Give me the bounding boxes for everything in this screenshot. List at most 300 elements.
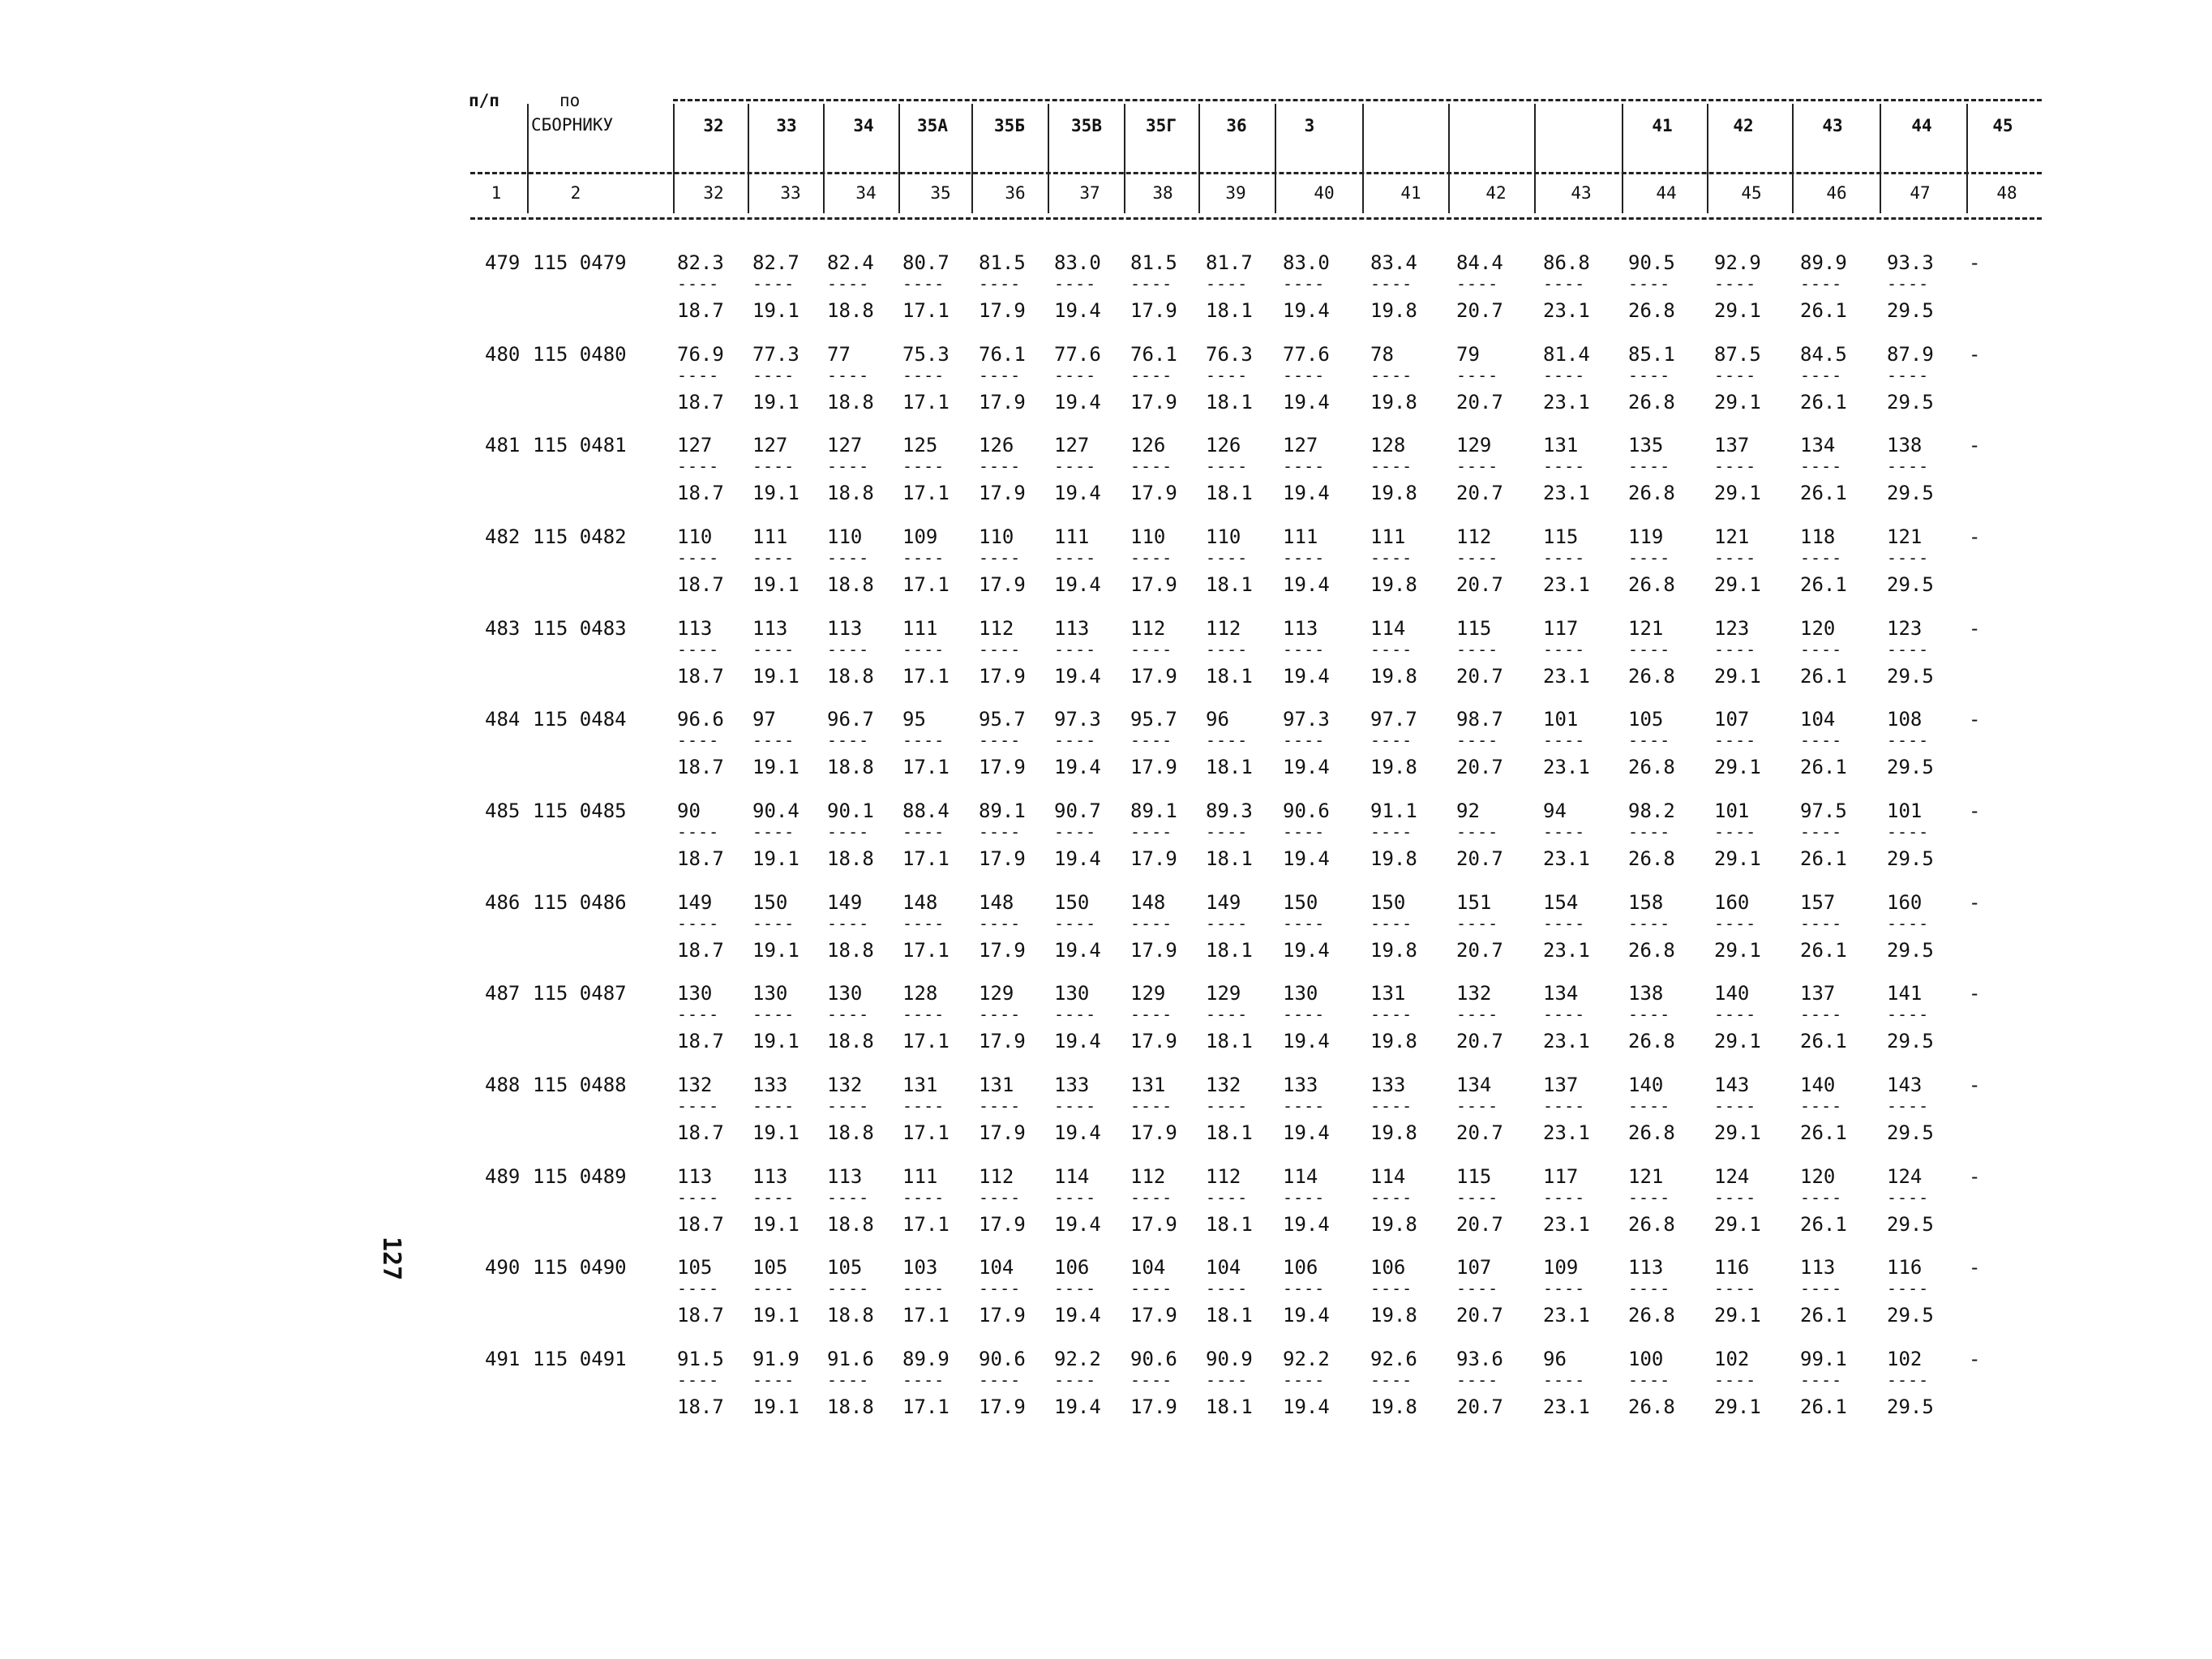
fraction-bar: ---- — [902, 1096, 945, 1116]
fraction-bar: ---- — [902, 1005, 945, 1024]
value-cell: 86.8 — [1543, 251, 1590, 274]
fraction-bar: ---- — [1887, 914, 1930, 933]
value-cell: 92.2 — [1054, 1348, 1101, 1370]
header-index-cell: 41 — [1400, 183, 1421, 203]
header-code-cell: 35А — [917, 116, 948, 135]
fraction-bar: ---- — [752, 1370, 795, 1390]
value-cell: 121 — [1628, 1165, 1664, 1188]
value-cell: 113 — [1283, 617, 1318, 640]
value-cell: 90.7 — [1054, 799, 1101, 822]
denominator-cell: 23.1 — [1543, 391, 1590, 414]
fraction-bar: ---- — [827, 822, 870, 842]
value-cell: 82.4 — [827, 251, 874, 274]
header-code-cell: 35В — [1071, 116, 1102, 135]
denominator-cell: 23.1 — [1543, 299, 1590, 322]
denominator-cell: 20.7 — [1456, 1121, 1503, 1144]
fraction-bar: ---- — [979, 822, 1022, 842]
denominator-cell: 18.7 — [677, 1213, 724, 1236]
header-column-separator — [898, 104, 900, 213]
value-cell: 97.5 — [1800, 799, 1847, 822]
fraction-bar: ---- — [827, 457, 870, 476]
value-cell: 151 — [1456, 891, 1492, 914]
fraction-bar: ---- — [1456, 731, 1499, 750]
value-cell: 91.9 — [752, 1348, 799, 1370]
header-code-cell: 35Г — [1146, 116, 1177, 135]
denominator-cell: 17.9 — [1130, 1304, 1177, 1327]
denominator-cell: 23.1 — [1543, 665, 1590, 688]
header-index-cell: 40 — [1314, 183, 1335, 203]
value-cell: 77.6 — [1283, 343, 1330, 366]
denominator-cell: 17.9 — [979, 847, 1026, 870]
denominator-cell: 29.5 — [1887, 1213, 1934, 1236]
fraction-bar: ---- — [1887, 1370, 1930, 1390]
fraction-bar: ---- — [1714, 548, 1757, 568]
end-mark: - — [1969, 891, 1981, 914]
value-cell: 131 — [979, 1074, 1014, 1096]
fraction-bar: ---- — [1130, 731, 1173, 750]
value-cell: 89.1 — [979, 799, 1026, 822]
denominator-cell: 18.8 — [827, 847, 874, 870]
denominator-cell: 18.7 — [677, 391, 724, 414]
value-cell: 133 — [1370, 1074, 1406, 1096]
fraction-bar: ---- — [1054, 914, 1097, 933]
fraction-bar: ---- — [827, 1188, 870, 1207]
value-cell: 117 — [1543, 617, 1579, 640]
header-code-cell: 35Б — [994, 116, 1025, 135]
value-cell: 132 — [827, 1074, 863, 1096]
fraction-bar: ---- — [1628, 548, 1671, 568]
fraction-bar: ---- — [1887, 1188, 1930, 1207]
fraction-bar: ---- — [1283, 1005, 1326, 1024]
denominator-cell: 26.8 — [1628, 1030, 1675, 1052]
fraction-bar: ---- — [1370, 1096, 1413, 1116]
denominator-cell: 18.1 — [1206, 573, 1253, 596]
header-mid-rule — [470, 172, 2042, 174]
value-cell: 130 — [827, 982, 863, 1005]
value-cell: 104 — [1206, 1256, 1241, 1279]
denominator-cell: 19.8 — [1370, 482, 1417, 504]
fraction-bar: ---- — [1800, 1279, 1843, 1298]
denominator-cell: 19.4 — [1283, 391, 1330, 414]
value-cell: 76.9 — [677, 343, 724, 366]
fraction-bar: ---- — [979, 548, 1022, 568]
fraction-bar: ---- — [1206, 731, 1249, 750]
value-cell: 107 — [1714, 708, 1750, 731]
value-cell: 92 — [1456, 799, 1480, 822]
row-code: 115 0481 — [533, 434, 627, 457]
value-cell: 112 — [1130, 1165, 1166, 1188]
value-cell: 129 — [1130, 982, 1166, 1005]
value-cell: 114 — [1054, 1165, 1090, 1188]
denominator-cell: 19.4 — [1283, 847, 1330, 870]
denominator-cell: 18.1 — [1206, 1213, 1253, 1236]
fraction-bar: ---- — [1054, 1096, 1097, 1116]
denominator-cell: 19.8 — [1370, 1395, 1417, 1418]
header-index-cell: 33 — [780, 183, 801, 203]
fraction-bar: ---- — [902, 822, 945, 842]
value-cell: 98.7 — [1456, 708, 1503, 731]
fraction-bar: ---- — [902, 1370, 945, 1390]
header-code-cell: 41 — [1652, 116, 1673, 135]
denominator-cell: 29.5 — [1887, 939, 1934, 962]
fraction-bar: ---- — [677, 1096, 720, 1116]
value-cell: 112 — [1206, 617, 1241, 640]
value-cell: 126 — [1206, 434, 1241, 457]
denominator-cell: 20.7 — [1456, 1030, 1503, 1052]
header-index-cell: 46 — [1826, 183, 1847, 203]
fraction-bar: ---- — [1054, 457, 1097, 476]
header-index-cell: 32 — [703, 183, 724, 203]
fraction-bar: ---- — [1800, 640, 1843, 659]
end-mark: - — [1969, 1256, 1981, 1279]
denominator-cell: 17.9 — [979, 665, 1026, 688]
fraction-bar: ---- — [752, 640, 795, 659]
value-cell: 77 — [827, 343, 851, 366]
value-cell: 93.6 — [1456, 1348, 1503, 1370]
fraction-bar: ---- — [827, 366, 870, 385]
value-cell: 113 — [1628, 1256, 1664, 1279]
value-cell: 81.5 — [979, 251, 1026, 274]
value-cell: 94 — [1543, 799, 1567, 822]
value-cell: 101 — [1543, 708, 1579, 731]
header-code-cell: 43 — [1822, 116, 1843, 135]
denominator-cell: 19.4 — [1283, 939, 1330, 962]
fraction-bar: ---- — [752, 731, 795, 750]
fraction-bar: ---- — [1887, 640, 1930, 659]
value-cell: 98.2 — [1628, 799, 1675, 822]
value-cell: 83.4 — [1370, 251, 1417, 274]
fraction-bar: ---- — [1370, 1370, 1413, 1390]
fraction-bar: ---- — [902, 640, 945, 659]
value-cell: 105 — [677, 1256, 713, 1279]
denominator-cell: 23.1 — [1543, 1395, 1590, 1418]
fraction-bar: ---- — [1054, 640, 1097, 659]
header-index-cell: 43 — [1571, 183, 1592, 203]
fraction-bar: ---- — [827, 731, 870, 750]
denominator-cell: 18.8 — [827, 391, 874, 414]
value-cell: 119 — [1628, 525, 1664, 548]
fraction-bar: ---- — [902, 457, 945, 476]
denominator-cell: 20.7 — [1456, 756, 1503, 778]
value-cell: 130 — [1054, 982, 1090, 1005]
value-cell: 114 — [1283, 1165, 1318, 1188]
fraction-bar: ---- — [1628, 822, 1671, 842]
value-cell: 113 — [827, 1165, 863, 1188]
fraction-bar: ---- — [1714, 1096, 1757, 1116]
value-cell: 133 — [752, 1074, 788, 1096]
denominator-cell: 29.5 — [1887, 847, 1934, 870]
fraction-bar: ---- — [1370, 914, 1413, 933]
denominator-cell: 29.5 — [1887, 1030, 1934, 1052]
denominator-cell: 29.1 — [1714, 1121, 1761, 1144]
denominator-cell: 26.8 — [1628, 847, 1675, 870]
fraction-bar: ---- — [1370, 548, 1413, 568]
fraction-bar: ---- — [1714, 731, 1757, 750]
value-cell: 81.5 — [1130, 251, 1177, 274]
value-cell: 90.9 — [1206, 1348, 1253, 1370]
fraction-bar: ---- — [979, 366, 1022, 385]
value-cell: 95.7 — [1130, 708, 1177, 731]
value-cell: 111 — [1054, 525, 1090, 548]
denominator-cell: 29.1 — [1714, 756, 1761, 778]
fraction-bar: ---- — [677, 548, 720, 568]
fraction-bar: ---- — [677, 366, 720, 385]
fraction-bar: ---- — [979, 1370, 1022, 1390]
denominator-cell: 19.1 — [752, 847, 799, 870]
denominator-cell: 29.5 — [1887, 756, 1934, 778]
value-cell: 77.3 — [752, 343, 799, 366]
header-index-cell: 37 — [1079, 183, 1100, 203]
value-cell: 158 — [1628, 891, 1664, 914]
denominator-cell: 29.5 — [1887, 1121, 1934, 1144]
value-cell: 132 — [1456, 982, 1492, 1005]
value-cell: 83.0 — [1054, 251, 1101, 274]
fraction-bar: ---- — [1714, 1279, 1757, 1298]
denominator-cell: 17.9 — [979, 1213, 1026, 1236]
end-mark: - — [1969, 799, 1981, 822]
denominator-cell: 29.5 — [1887, 573, 1934, 596]
denominator-cell: 18.8 — [827, 1213, 874, 1236]
value-cell: 121 — [1887, 525, 1923, 548]
denominator-cell: 18.1 — [1206, 1030, 1253, 1052]
row-code: 115 0482 — [533, 525, 627, 548]
denominator-cell: 17.1 — [902, 939, 950, 962]
fraction-bar: ---- — [1130, 366, 1173, 385]
fraction-bar: ---- — [1456, 274, 1499, 294]
denominator-cell: 18.7 — [677, 847, 724, 870]
value-cell: 121 — [1714, 525, 1750, 548]
denominator-cell: 18.7 — [677, 299, 724, 322]
denominator-cell: 18.1 — [1206, 847, 1253, 870]
value-cell: 89.9 — [1800, 251, 1847, 274]
header-column-separator — [1880, 104, 1881, 213]
end-mark: - — [1969, 1165, 1981, 1188]
row-number: 490 — [485, 1256, 521, 1279]
denominator-cell: 26.8 — [1628, 665, 1675, 688]
denominator-cell: 18.8 — [827, 1304, 874, 1327]
value-cell: 129 — [1456, 434, 1492, 457]
denominator-cell: 17.9 — [1130, 482, 1177, 504]
row-code: 115 0483 — [533, 617, 627, 640]
fraction-bar: ---- — [752, 548, 795, 568]
page-number: 127 — [377, 1237, 405, 1281]
value-cell: 108 — [1887, 708, 1923, 731]
header-np-label: п/п — [469, 91, 499, 110]
fraction-bar: ---- — [1054, 822, 1097, 842]
fraction-bar: ---- — [1054, 1370, 1097, 1390]
value-cell: 96 — [1206, 708, 1229, 731]
fraction-bar: ---- — [1206, 457, 1249, 476]
denominator-cell: 17.9 — [979, 299, 1026, 322]
fraction-bar: ---- — [1206, 274, 1249, 294]
row-number: 484 — [485, 708, 521, 731]
fraction-bar: ---- — [1800, 1370, 1843, 1390]
fraction-bar: ---- — [1130, 1188, 1173, 1207]
fraction-bar: ---- — [1130, 914, 1173, 933]
value-cell: 131 — [902, 1074, 938, 1096]
value-cell: 80.7 — [902, 251, 950, 274]
value-cell: 120 — [1800, 617, 1836, 640]
denominator-cell: 29.5 — [1887, 1395, 1934, 1418]
value-cell: 85.1 — [1628, 343, 1675, 366]
value-cell: 95.7 — [979, 708, 1026, 731]
row-number: 489 — [485, 1165, 521, 1188]
denominator-cell: 26.1 — [1800, 573, 1847, 596]
fraction-bar: ---- — [1370, 457, 1413, 476]
denominator-cell: 19.8 — [1370, 1030, 1417, 1052]
value-cell: 143 — [1887, 1074, 1923, 1096]
value-cell: 102 — [1714, 1348, 1750, 1370]
fraction-bar: ---- — [1714, 457, 1757, 476]
value-cell: 101 — [1714, 799, 1750, 822]
value-cell: 113 — [1800, 1256, 1836, 1279]
value-cell: 132 — [1206, 1074, 1241, 1096]
value-cell: 111 — [1283, 525, 1318, 548]
fraction-bar: ---- — [1887, 366, 1930, 385]
denominator-cell: 18.8 — [827, 1121, 874, 1144]
fraction-bar: ---- — [1628, 1279, 1671, 1298]
fraction-bar: ---- — [1628, 1096, 1671, 1116]
header-bottom-rule — [470, 217, 2042, 220]
fraction-bar: ---- — [1800, 731, 1843, 750]
denominator-cell: 18.1 — [1206, 756, 1253, 778]
value-cell: 115 — [1456, 1165, 1492, 1188]
denominator-cell: 17.9 — [979, 756, 1026, 778]
fraction-bar: ---- — [677, 914, 720, 933]
denominator-cell: 18.7 — [677, 1121, 724, 1144]
denominator-cell: 17.1 — [902, 573, 950, 596]
denominator-cell: 19.4 — [1054, 756, 1101, 778]
value-cell: 111 — [752, 525, 788, 548]
fraction-bar: ---- — [752, 914, 795, 933]
denominator-cell: 20.7 — [1456, 847, 1503, 870]
fraction-bar: ---- — [1800, 1096, 1843, 1116]
fraction-bar: ---- — [1543, 366, 1586, 385]
row-code: 115 0489 — [533, 1165, 627, 1188]
value-cell: 81.4 — [1543, 343, 1590, 366]
denominator-cell: 20.7 — [1456, 299, 1503, 322]
denominator-cell: 18.8 — [827, 665, 874, 688]
header-column-separator — [1792, 104, 1794, 213]
fraction-bar: ---- — [677, 1005, 720, 1024]
fraction-bar: ---- — [677, 1370, 720, 1390]
value-cell: 97.3 — [1054, 708, 1101, 731]
value-cell: 113 — [752, 1165, 788, 1188]
fraction-bar: ---- — [1714, 1188, 1757, 1207]
value-cell: 95 — [902, 708, 926, 731]
denominator-cell: 19.4 — [1283, 299, 1330, 322]
denominator-cell: 18.1 — [1206, 1395, 1253, 1418]
value-cell: 97 — [752, 708, 776, 731]
value-cell: 76.3 — [1206, 343, 1253, 366]
denominator-cell: 23.1 — [1543, 1213, 1590, 1236]
fraction-bar: ---- — [827, 274, 870, 294]
fraction-bar: ---- — [1370, 1279, 1413, 1298]
denominator-cell: 20.7 — [1456, 391, 1503, 414]
row-code: 115 0485 — [533, 799, 627, 822]
denominator-cell: 19.4 — [1283, 1304, 1330, 1327]
fraction-bar: ---- — [1206, 1188, 1249, 1207]
fraction-bar: ---- — [1283, 640, 1326, 659]
fraction-bar: ---- — [1206, 914, 1249, 933]
denominator-cell: 17.1 — [902, 1304, 950, 1327]
header-index-cell: 47 — [1910, 183, 1931, 203]
header-index-cell: 35 — [930, 183, 951, 203]
value-cell: 91.6 — [827, 1348, 874, 1370]
value-cell: 148 — [902, 891, 938, 914]
fraction-bar: ---- — [1283, 1188, 1326, 1207]
denominator-cell: 17.9 — [1130, 573, 1177, 596]
value-cell: 112 — [1206, 1165, 1241, 1188]
value-cell: 133 — [1283, 1074, 1318, 1096]
denominator-cell: 17.9 — [1130, 939, 1177, 962]
fraction-bar: ---- — [1130, 548, 1173, 568]
denominator-cell: 19.8 — [1370, 391, 1417, 414]
value-cell: 83.0 — [1283, 251, 1330, 274]
denominator-cell: 20.7 — [1456, 1213, 1503, 1236]
denominator-cell: 18.7 — [677, 1395, 724, 1418]
fraction-bar: ---- — [1800, 274, 1843, 294]
value-cell: 126 — [979, 434, 1014, 457]
fraction-bar: ---- — [979, 731, 1022, 750]
fraction-bar: ---- — [1800, 366, 1843, 385]
denominator-cell: 20.7 — [1456, 1304, 1503, 1327]
fraction-bar: ---- — [1800, 1005, 1843, 1024]
fraction-bar: ---- — [1054, 1279, 1097, 1298]
fraction-bar: ---- — [1887, 1096, 1930, 1116]
denominator-cell: 26.8 — [1628, 391, 1675, 414]
denominator-cell: 26.1 — [1800, 1395, 1847, 1418]
value-cell: 148 — [979, 891, 1014, 914]
fraction-bar: ---- — [752, 366, 795, 385]
denominator-cell: 26.8 — [1628, 482, 1675, 504]
denominator-cell: 20.7 — [1456, 1395, 1503, 1418]
fraction-bar: ---- — [1456, 1005, 1499, 1024]
denominator-cell: 17.1 — [902, 1395, 950, 1418]
fraction-bar: ---- — [1283, 914, 1326, 933]
denominator-cell: 19.4 — [1054, 1030, 1101, 1052]
row-number: 482 — [485, 525, 521, 548]
fraction-bar: ---- — [1456, 1370, 1499, 1390]
denominator-cell: 17.9 — [979, 1030, 1026, 1052]
fraction-bar: ---- — [827, 1096, 870, 1116]
fraction-bar: ---- — [1054, 274, 1097, 294]
fraction-bar: ---- — [902, 914, 945, 933]
fraction-bar: ---- — [1543, 1370, 1586, 1390]
fraction-bar: ---- — [1370, 1005, 1413, 1024]
denominator-cell: 18.8 — [827, 482, 874, 504]
fraction-bar: ---- — [1887, 457, 1930, 476]
value-cell: 113 — [827, 617, 863, 640]
row-code: 115 0484 — [533, 708, 627, 731]
fraction-bar: ---- — [1456, 457, 1499, 476]
fraction-bar: ---- — [677, 274, 720, 294]
value-cell: 118 — [1800, 525, 1836, 548]
value-cell: 96 — [1543, 1348, 1567, 1370]
value-cell: 84.4 — [1456, 251, 1503, 274]
denominator-cell: 23.1 — [1543, 756, 1590, 778]
value-cell: 127 — [1054, 434, 1090, 457]
row-code: 115 0479 — [533, 251, 627, 274]
value-cell: 113 — [677, 1165, 713, 1188]
value-cell: 78 — [1370, 343, 1394, 366]
value-cell: 106 — [1054, 1256, 1090, 1279]
denominator-cell: 18.7 — [677, 482, 724, 504]
header-index-cell: 39 — [1225, 183, 1246, 203]
header-column-separator — [1362, 104, 1364, 213]
denominator-cell: 17.1 — [902, 299, 950, 322]
fraction-bar: ---- — [827, 548, 870, 568]
